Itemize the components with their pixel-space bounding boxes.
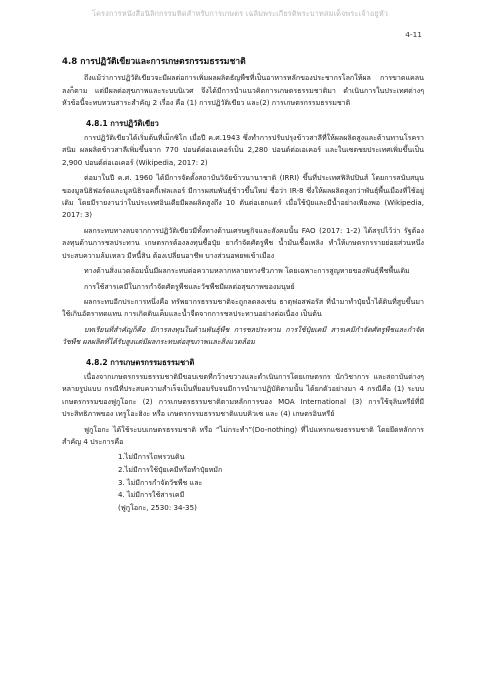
paragraph: ทางด้านสิ่งแวดล้อมนั้นมีผลกระทบต่อความหลากหลายทางชีวภาพ โดยเฉพาะการสูญหายของพันธุ์พืชพื้นเดิม <box>84 266 410 276</box>
paragraph: ฟูกูโอกะ ได้ใช้ระบบเกษตรธรรมชาติ หรือ “ไม่กระทำ”(Do-nothing) ที่ไปแทรกแซงธรรมชาติ โดยยึดหลักการสำคัญ 4 ประการคือ <box>62 424 424 446</box>
paragraph: การปฏิวัติเขียวได้เริ่มต้นที่เม็กซิโก เมื่อปี ค.ศ.1943 ซึ่งทำการปรับปรุงข้าวสาลีที่ให้ผลผลิตสูงและต้านทานโรคราสนิม ผลผลิตข้าวสาลีเพิ่มขึ้นจาก 770 ปอนด์ต่อเอเคอร์เป็น 2,280 ปอนด์ต่อเอเคอร์ และในเซตชยประเทศเพิ่มขึ้นเป็น 2,900 ปอนด์ต่อเอเคอร์ (Wikipedia, 2017: 2) <box>62 133 424 167</box>
list-item: 2.ไม่มีการใช้ปุ๋ยเคมีหรือทำปุ๋ยหมัก <box>118 464 223 474</box>
paragraph: ต่อมาในปี ค.ศ. 1960 ได้มีการจัดตั้งสถาบันวิจัยข้าวนานาชาติ (IRRI) ขึ้นที่ประเทศฟิลิปปินส์ โดยการสนับสนุนของมูลนิธิฟอร์ดและมูลนิธิรอคกี้เฟลเลอร์ มีการผสมพันธุ์ข้าวขึ้นใหม่ ชื่อว่า IR-8 ซึ่งให้ผลผลิตสูงกว่าพันธุ์พื้นเมืองที่ใช้อยู่เดิม โดยมีรายงานว่าในประเทศอินเดียมีผลผลิตสูงถึง 10 ตันต่อเฮกแตร์ เมื่อใช้ปุ๋ยและมีน้ำอย่างเพียงพอ (Wikipedia, 2017: 3) <box>62 173 424 220</box>
list-item: 3. ไม่มีการกำจัดวัชพืช และ <box>118 477 203 487</box>
paragraph: เนื่องจากเกษตรกรรมธรรมชาติมีขอบเขตที่กว้างขวางและดำเนินการโดยเกษตรกร นักวิชาการ และสถาบันต่างๆ หลายรูปแบบ กรณีที่ประสบความสำเร็จเป็นที่ยอมรับจนมีการนำมาปฏิบัติตามนั้น ได้ยกตัวอย่างมา 4 กรณีคือ (1) ระบบเกษตรกรรมของฟูกูโอกะ (2) การเกษตรธรรมชาติตามหลักการของ MOA International (3) การใช้จุลินทรีย์ที่มีประสิทธิภาพของ เทรูโอะฮิงะ หรือ เกษตรกรรมธรรมชาติแบบคิวเซ และ (4) เกษตรอินทรีย์ <box>62 371 424 419</box>
list-item: 1.ไม่มีการไถพรวนดิน <box>118 452 185 462</box>
running-header: โครงการหนังสือนิลิกกรรมทิดสำหรับการเกษตร เฉลิมพระเกียรติพระบาทสมเด็จพระเจ้าอยู่หัว <box>91 9 389 18</box>
paragraph: ผลกระทบทางลบจากการปฏิวัติเขียวมีทั้งทางด้านเศรษฐกิจและสังคมนั้น FAO (2017: 1-2) ได้สรุปไว้ว่า รัฐต้องลงทุนด้านการชลประทาน เกษตรกรต้องลงทุนซื้อปุ๋ย ยากำจัดศัตรูพืช น้ำมันเชื้อเพลิง ทำให้เกษตรกรรายย่อยส่วนหนึ่งประสบความล้มเหลว มีหนี้สิน ต้องเปลี่ยนอาชีพ บางส่วนอพยพเข้าเมือง <box>62 225 424 260</box>
page-body <box>62 56 424 514</box>
page-number: 4-11 <box>405 30 422 39</box>
principles-list <box>118 451 424 501</box>
subsection-title-green-revolution: 4.8.1 การปฏิวัติเขียว <box>86 118 159 128</box>
paragraph: ผลกระทบอีกประการหนึ่งคือ ทรัพยากรธรรมชาติจะถูกลดลงเช่น ธาตุฟอสฟอรัส ที่นำมาทำปุ๋ยน้ำได้ดินที่สูบขึ้นมาใช้เกินอัตราทดแทน การเกิดดินเค็มและน้ำจืดจากการชลประทานอย่างต่อเนื่อง เป็นต้น <box>62 296 424 319</box>
section-intro: ถึงแม้ว่าการปฏิวัติเขียวจะมีผลต่อการเพิ่มผลผลิตธัญพืชที่เป็นอาหารหลักของประชากรโลกให้ผล การขาดแคลนลงก็ตาม แต่มีผลต่อสุขภาพและระบบนิเวศ จึงได้มีการนำแนวคิดการเกษตรธรรมชาติมา ดำเนินการในประเทศต่างๆ หัวข้อนี้จะทบทวนสาระสำคัญ 2 เรื่อง คือ (1) การปฏิวัติเขียว และ(2) การเกษตรกรรมธรรมชาติ <box>62 73 424 108</box>
section-title: 4.8 การปฏิวัติเขียวและการเกษตรกรรมธรรมชาติ <box>62 57 246 67</box>
lesson-italic-paragraph: บทเรียนที่สำคัญก็คือ มีการลงทุนในด้านพันธุ์พืช การชลประทาน การใช้ปุ๋ยเคมี สารเคมีกำจัดศัตรูพืชและกำจัดวัชพืช ผลผลิตที่ได้รับสูงแต่มีผลกระทบต่อสุขภาพและสิ่งแวดล้อม <box>62 324 424 347</box>
paragraph: การใช้สารเคมีในการกำจัดศัตรูพืชและวัชพืชมีผลต่อสุขภาพของมนุษย์ <box>84 281 295 291</box>
citation: (ฟูกูโอกะ, 2530: 34-35) <box>118 502 197 512</box>
list-item: 4. ไม่มีการใช้สารเคมี <box>118 490 185 500</box>
subsection-title-natural-farming: 4.8.2 การเกษตรกรรมธรรมชาติ <box>86 357 195 367</box>
